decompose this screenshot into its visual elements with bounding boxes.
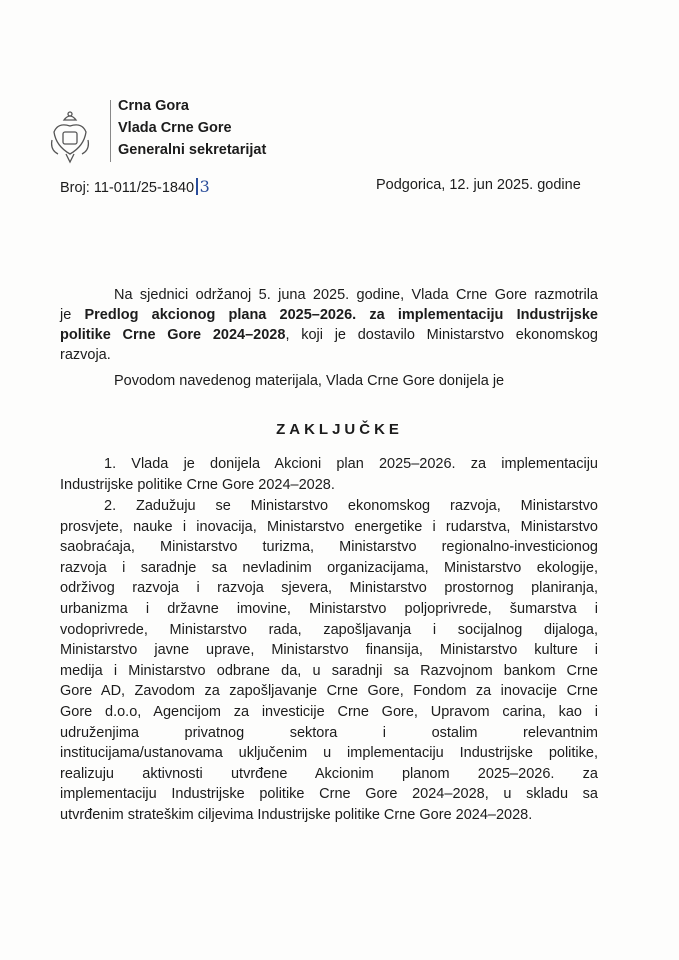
- reference-number: [60, 177, 210, 196]
- section-title: ZAKLJUČKE: [276, 421, 403, 438]
- conclusion-1-line: Industrijske politike Crne Gore 2024–2028.: [60, 476, 335, 493]
- intro-line: je Predlog akcionog plana 2025–2026. za implementaciju Industrijske: [60, 307, 598, 323]
- conclusion-intro: Povodom navedenog materijala, Vlada Crne Gore donijela je: [114, 373, 505, 389]
- intro-line: politike Crne Gore 2024–2028, koji je dostavilo Ministarstvo ekonomskog: [60, 327, 598, 343]
- conclusion-2-line: održivog razvoja i razvoja sjevera, Ministarstvo prostornog planiranja,: [60, 580, 598, 597]
- place-date: Podgorica, 12. jun 2025. godine: [376, 177, 581, 193]
- coat-of-arms-logo: [50, 110, 90, 166]
- conclusion-2-line: vodoprivrede, Ministarstvo rada, zapošljavanja i socijalnog dijaloga,: [60, 621, 598, 638]
- conclusion-2-line: Ministarstvo javne uprave, Ministarstvo finansija, Ministarstvo kulture i: [60, 642, 598, 659]
- conclusion-2-line: udruženjima privatnog sektora i ostalim relevantnim: [60, 724, 598, 741]
- conclusion-2-line: implementaciju Industrijske politike Crne Gore 2024–2028, u skladu sa: [60, 786, 598, 803]
- conclusion-2-line: Gore d.o.o, Agencijom za investicije Crne Gore, Upravom carina, kao i: [60, 704, 598, 720]
- reference-number-text: Broj: 11-011/25-1840: [60, 180, 195, 196]
- handwritten-suffix: 3: [199, 177, 210, 196]
- conclusion-2-line: institucijama/ustanovama uključenim u implementaciju Industrijske politike,: [60, 745, 598, 762]
- header-secretariat: Generalni sekretarijat: [118, 142, 267, 158]
- header-government: Vlada Crne Gore: [118, 120, 232, 136]
- conclusion-2-line: realizuju aktivnosti utvrđene Akcionim planom 2025–2026. za: [60, 765, 598, 782]
- conclusion-1-line: 1. Vlada je donijela Akcioni plan 2025–2026. za implementaciju: [104, 456, 598, 472]
- conclusion-2-line: urbanizma i državne imovine, Ministarstvo poljoprivrede, šumarstva i: [60, 601, 598, 617]
- intro-line: Na sjednici održanoj 5. juna 2025. godine, Vlada Crne Gore razmotrila: [114, 287, 598, 303]
- header-divider: [110, 100, 111, 162]
- conclusion-2-line: saobraćaja, Ministarstvo turizma, Ministarstvo regionalno-investicionog: [60, 539, 598, 556]
- header-country: Crna Gora: [118, 98, 189, 114]
- conclusion-2-line: prosvjete, nauke i inovacija, Ministarstvo energetike i rudarstva, Ministarstvo: [60, 518, 598, 535]
- conclusion-2-line: utvrđenim strateškim ciljevima Industrijske politike Crne Gore 2024–2028.: [60, 807, 533, 823]
- conclusion-2-line: razvoja i saradnje sa nevladinim organizacijama, Ministarstvo ekologije,: [60, 559, 598, 576]
- conclusion-2-line: medija i Ministarstvo odbrane da, u saradnji sa Razvojnom bankom Crne: [60, 662, 598, 679]
- conclusion-2-line: 2. Zadužuju se Ministarstvo ekonomskog razvoja, Ministarstvo: [104, 498, 598, 514]
- intro-line: razvoja.: [60, 347, 111, 363]
- conclusion-2-line: Gore AD, Zavodom za zapošljavanje Crne Gore, Fondom za inovacije Crne: [60, 683, 598, 700]
